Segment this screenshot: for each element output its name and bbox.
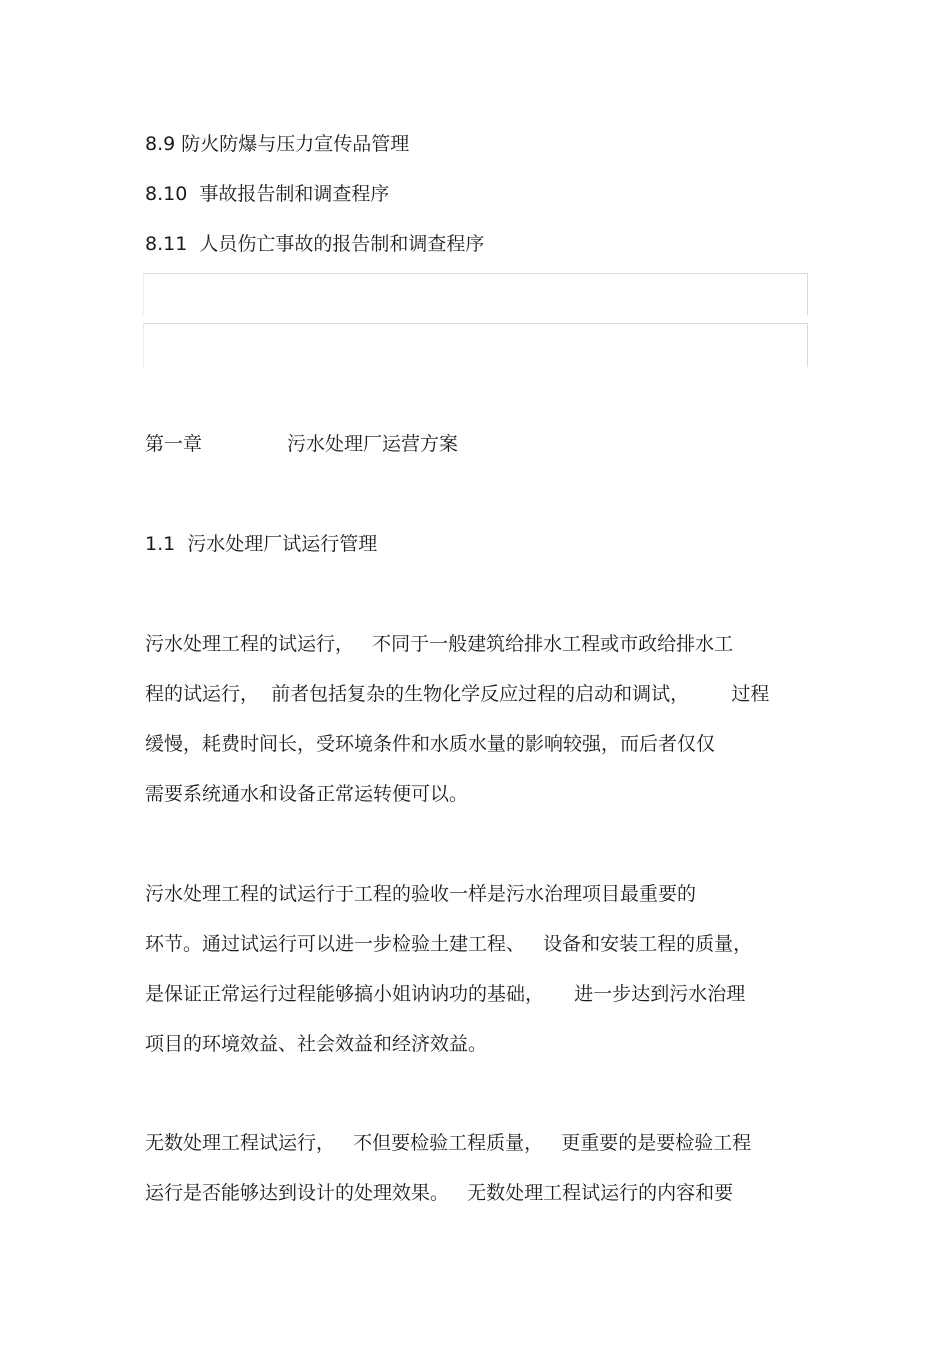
paragraph-1-line: 污水处理工程的试运行， 不同于一般建筑给排水工程或市政给排水工 bbox=[145, 633, 734, 655]
paragraph-1-line: 需要系统通水和设备正常运转便可以。 bbox=[145, 783, 469, 805]
chapter-label: 第一章 bbox=[145, 433, 203, 455]
paragraph-2-line: 环节。通过试运行可以进一步检验土建工程、 设备和安装工程的质量， bbox=[145, 933, 753, 955]
paragraph-2-line: 项目的环境效益、社会效益和经济效益。 bbox=[145, 1033, 488, 1055]
paragraph-3-line: 无数处理工程试运行， 不但要检验工程质量， 更重要的是要检验工程 bbox=[145, 1132, 752, 1154]
empty-table-row bbox=[143, 323, 808, 367]
toc-item-8-9: 8.9 防火防爆与压力宣传品管理 bbox=[145, 133, 410, 155]
chapter-title: 污水处理厂运营方案 bbox=[287, 433, 459, 455]
toc-item-8-11: 8.11 人员伤亡事故的报告制和调查程序 bbox=[145, 233, 485, 255]
empty-table-row bbox=[143, 273, 808, 315]
paragraph-2-line: 是保证正常运行过程能够搞小姐讷讷功的基础， 进一步达到污水治理 bbox=[145, 983, 746, 1005]
toc-item-8-10: 8.10 事故报告制和调查程序 bbox=[145, 183, 390, 205]
paragraph-3-line: 运行是否能够达到设计的处理效果。 无数处理工程试运行的内容和要 bbox=[145, 1182, 734, 1204]
paragraph-2-line: 污水处理工程的试运行于工程的验收一样是污水治理项目最重要的 bbox=[145, 883, 697, 905]
paragraph-1-line: 缓慢，耗费时间长，受环境条件和水质水量的影响较强，而后者仅仅 bbox=[145, 733, 716, 755]
paragraph-1-line: 程的试运行， 前者包括复杂的生物化学反应过程的启动和调试， 过程 bbox=[145, 683, 770, 705]
section-heading: 1.1 污水处理厂试运行管理 bbox=[145, 533, 378, 555]
